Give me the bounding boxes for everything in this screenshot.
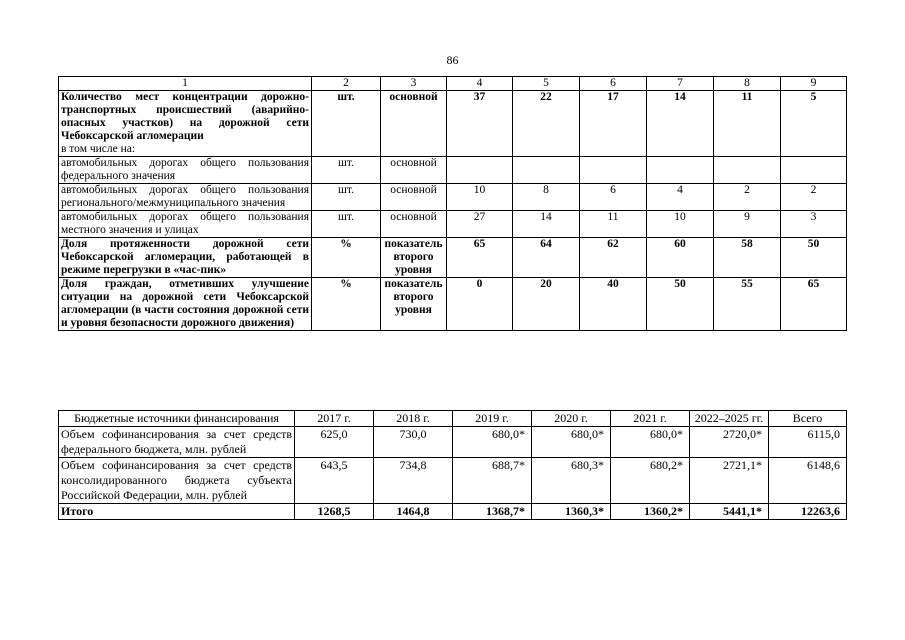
value-cell — [781, 157, 847, 184]
value-cell: 14 — [513, 211, 580, 238]
value-cell: 62 — [580, 238, 647, 278]
value-cell: 37 — [447, 91, 513, 157]
value-cell: 688,7* — [453, 458, 532, 504]
value-cell — [647, 157, 714, 184]
type-cell: показатель второго уровня — [381, 238, 447, 278]
value-cell: 55 — [714, 278, 781, 331]
value-cell: 3 — [781, 211, 847, 238]
table-row — [59, 427, 847, 458]
unit-cell: шт. — [312, 211, 381, 238]
source-name: Объем софинансирования за счет средств консолидированного бюджета субъекта Российской Федерации, млн. рублей — [59, 458, 295, 504]
value-cell: 6148,6 — [769, 458, 847, 504]
table-row — [59, 458, 847, 504]
indicators-table — [58, 76, 847, 331]
unit-cell: шт. — [312, 184, 381, 211]
value-cell: 680,0* — [611, 427, 690, 458]
value-cell: 1268,5 — [295, 504, 374, 520]
unit-cell: шт. — [312, 91, 381, 157]
column-header: 2022–2025 гг. — [690, 411, 769, 427]
type-cell: показатель второго уровня — [381, 278, 447, 331]
value-cell: 0 — [447, 278, 513, 331]
value-cell: 2 — [781, 184, 847, 211]
value-cell: 60 — [647, 238, 714, 278]
value-cell: 50 — [647, 278, 714, 331]
value-cell: 730,0 — [374, 427, 453, 458]
indicator-name: автомобильных дорогах общего пользования местного значения и улицах — [59, 211, 312, 238]
table-row — [59, 238, 847, 278]
column-header: 2020 г. — [532, 411, 611, 427]
table-row — [59, 211, 847, 238]
value-cell: 64 — [513, 238, 580, 278]
value-cell: 6 — [580, 184, 647, 211]
value-cell: 65 — [447, 238, 513, 278]
type-cell: основной — [381, 211, 447, 238]
value-cell: 2721,1* — [690, 458, 769, 504]
value-cell: 11 — [580, 211, 647, 238]
page-number: 86 — [446, 53, 459, 67]
value-cell — [447, 157, 513, 184]
indicator-subtitle: в том числе на: — [61, 143, 136, 155]
financing-table — [58, 410, 847, 520]
table-row — [59, 278, 847, 331]
value-cell: 40 — [580, 278, 647, 331]
value-cell: 1360,2* — [611, 504, 690, 520]
value-cell: 680,3* — [532, 458, 611, 504]
value-cell: 734,8 — [374, 458, 453, 504]
column-header: 2018 г. — [374, 411, 453, 427]
total-label: Итого — [59, 504, 295, 520]
column-header: 1 — [59, 77, 312, 91]
value-cell — [580, 157, 647, 184]
value-cell: 680,2* — [611, 458, 690, 504]
value-cell: 14 — [647, 91, 714, 157]
table-row — [59, 91, 847, 157]
table-row — [59, 504, 847, 520]
indicator-title: Количество мест концентрации дорожно-транспортных происшествий (аварийно-опасных участков) на дорожной сети Чебоксарской агломерации — [61, 91, 309, 142]
value-cell: 10 — [647, 211, 714, 238]
value-cell: 5441,1* — [690, 504, 769, 520]
value-cell: 10 — [447, 184, 513, 211]
column-header: 3 — [381, 77, 447, 91]
value-cell: 680,0* — [453, 427, 532, 458]
table-header-row — [59, 77, 847, 91]
value-cell: 1360,3* — [532, 504, 611, 520]
value-cell: 11 — [714, 91, 781, 157]
column-header: 6 — [580, 77, 647, 91]
type-cell: основной — [381, 91, 447, 157]
column-header: Всего — [769, 411, 847, 427]
column-header: 8 — [714, 77, 781, 91]
value-cell: 20 — [513, 278, 580, 331]
value-cell: 65 — [781, 278, 847, 331]
value-cell: 2720,0* — [690, 427, 769, 458]
unit-cell: шт. — [312, 157, 381, 184]
indicator-name: Доля граждан, отметивших улучшение ситуации на дорожной сети Чебоксарской агломерации (в части состояния дорожной сети и уровня безопасности дорожного движения) — [59, 278, 312, 331]
column-header: 2019 г. — [453, 411, 532, 427]
value-cell: 680,0* — [532, 427, 611, 458]
value-cell: 5 — [781, 91, 847, 157]
column-header: 4 — [447, 77, 513, 91]
indicator-name: автомобильных дорогах общего пользования регионального/межмуниципального значения — [59, 184, 312, 211]
source-name: Объем софинансирования за счет средств федерального бюджета, млн. рублей — [59, 427, 295, 458]
column-header: 9 — [781, 77, 847, 91]
value-cell: 50 — [781, 238, 847, 278]
table-row — [59, 157, 847, 184]
value-cell: 12263,6 — [769, 504, 847, 520]
indicator-name: автомобильных дорогах общего пользования федерального значения — [59, 157, 312, 184]
value-cell: 6115,0 — [769, 427, 847, 458]
value-cell — [513, 157, 580, 184]
value-cell: 1464,8 — [374, 504, 453, 520]
value-cell: 8 — [513, 184, 580, 211]
table-header-row — [59, 411, 847, 427]
column-header: 2017 г. — [295, 411, 374, 427]
value-cell: 643,5 — [295, 458, 374, 504]
value-cell — [714, 157, 781, 184]
table-row — [59, 184, 847, 211]
value-cell: 9 — [714, 211, 781, 238]
column-header: 2 — [312, 77, 381, 91]
column-header: Бюджетные источники финансирования — [59, 411, 295, 427]
column-header: 7 — [647, 77, 714, 91]
value-cell: 4 — [647, 184, 714, 211]
indicator-name — [59, 91, 312, 157]
type-cell: основной — [381, 184, 447, 211]
value-cell: 1368,7* — [453, 504, 532, 520]
indicator-name: Доля протяженности дорожной сети Чебоксарской агломерации, работающей в режиме перегрузки в «час-пик» — [59, 238, 312, 278]
column-header: 2021 г. — [611, 411, 690, 427]
value-cell: 22 — [513, 91, 580, 157]
type-cell: основной — [381, 157, 447, 184]
value-cell: 2 — [714, 184, 781, 211]
value-cell: 58 — [714, 238, 781, 278]
unit-cell: % — [312, 278, 381, 331]
unit-cell: % — [312, 238, 381, 278]
value-cell: 17 — [580, 91, 647, 157]
value-cell: 27 — [447, 211, 513, 238]
column-header: 5 — [513, 77, 580, 91]
value-cell: 625,0 — [295, 427, 374, 458]
